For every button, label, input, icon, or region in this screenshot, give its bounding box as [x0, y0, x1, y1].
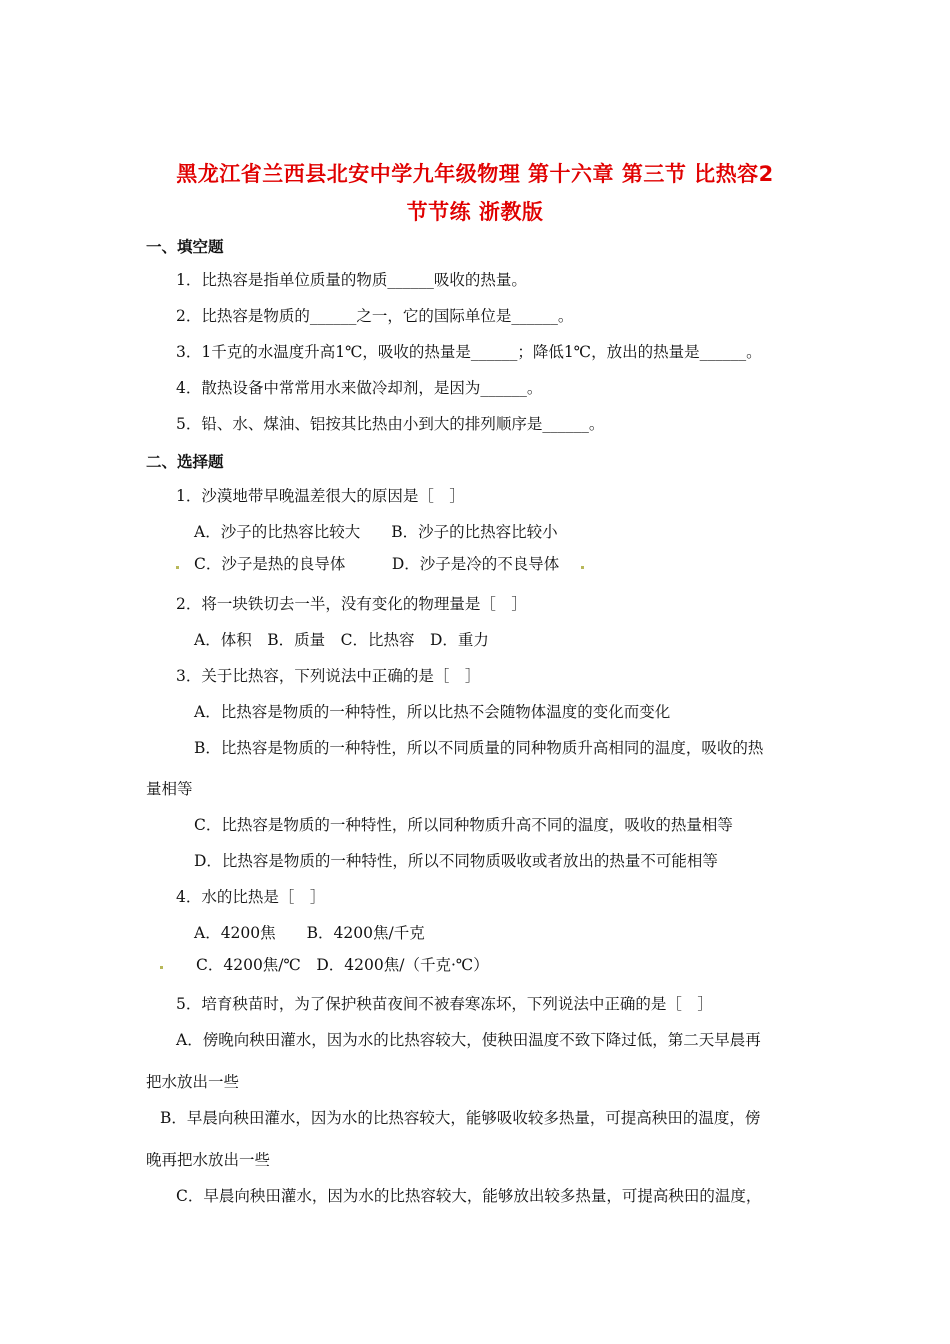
- section-heading-choice: 二、选择题: [146, 453, 224, 471]
- choice-question-3: 3．关于比热容，下列说法中正确的是［ ］: [176, 667, 481, 685]
- choice-q4-options-cd: C．4200焦/℃ D．4200焦/（千克·℃）: [196, 956, 489, 974]
- fill-question-5: 5．铅、水、煤油、铝按其比热由小到大的排列顺序是______。: [176, 415, 605, 433]
- choice-q5-option-c: C．早晨向秧田灌水，因为水的比热容较大，能够放出较多热量，可提高秧田的温度，: [176, 1187, 762, 1205]
- choice-q3-option-a: A．比热容是物质的一种特性，所以比热不会随物体温度的变化而变化: [194, 703, 671, 721]
- choice-q1-options-cd: C．沙子是热的良导体 D．沙子是冷的不良导体: [194, 555, 560, 573]
- choice-q1-options-ab: A．沙子的比热容比较大 B．沙子的比热容比较小: [194, 523, 558, 541]
- choice-q5-option-b: B．早晨向秧田灌水，因为水的比热容较大，能够吸收较多热量，可提高秧田的温度，傍: [160, 1109, 761, 1127]
- fill-question-2: 2．比热容是物质的______之一，它的国际单位是______。: [176, 307, 574, 325]
- choice-question-5: 5．培育秧苗时，为了保护秧苗夜间不被春寒冻坏，下列说法中正确的是［ ］: [176, 995, 713, 1013]
- choice-q3-option-b-continued: 量相等: [146, 780, 193, 798]
- choice-q5-option-b-continued: 晚再把水放出一些: [146, 1151, 271, 1169]
- choice-question-4: 4．水的比热是［ ］: [176, 888, 326, 906]
- section-heading-fill-blank: 一、填空题: [146, 238, 224, 256]
- choice-q2-options: A．体积 B．质量 C．比热容 D．重力: [194, 631, 489, 649]
- title-line-2: 节节练 浙教版: [406, 200, 544, 224]
- choice-q3-option-d: D．比热容是物质的一种特性，所以不同物质吸收或者放出的热量不可能相等: [194, 852, 718, 870]
- fill-question-4: 4．散热设备中常常用水来做冷却剂，是因为______。: [176, 379, 543, 397]
- choice-question-1: 1．沙漠地带早晚温差很大的原因是［ ］: [176, 487, 465, 505]
- fill-question-1: 1．比热容是指单位质量的物质______吸收的热量。: [176, 271, 527, 289]
- choice-q3-option-b: B．比热容是物质的一种特性，所以不同质量的同种物质升高相同的温度，吸收的热: [194, 739, 764, 757]
- choice-q3-option-c: C．比热容是物质的一种特性，所以同种物质升高不同的温度，吸收的热量相等: [194, 816, 733, 834]
- choice-q5-option-a-continued: 把水放出一些: [146, 1073, 240, 1091]
- title-line-1: 黑龙江省兰西县北安中学九年级物理 第十六章 第三节 比热容2: [176, 162, 774, 186]
- choice-question-2: 2．将一块铁切去一半，没有变化的物理量是［ ］: [176, 595, 527, 613]
- scan-speck: [581, 566, 584, 569]
- scan-speck: [160, 966, 163, 969]
- choice-q5-option-a: A．傍晚向秧田灌水，因为水的比热容较大，使秧田温度不致下降过低，第二天早晨再: [176, 1031, 761, 1049]
- fill-question-3: 3．1千克的水温度升高1℃，吸收的热量是______；降低1℃，放出的热量是______。: [176, 343, 762, 361]
- scan-speck: [176, 566, 179, 569]
- choice-q4-options-ab: A．4200焦 B．4200焦/千克: [194, 924, 425, 942]
